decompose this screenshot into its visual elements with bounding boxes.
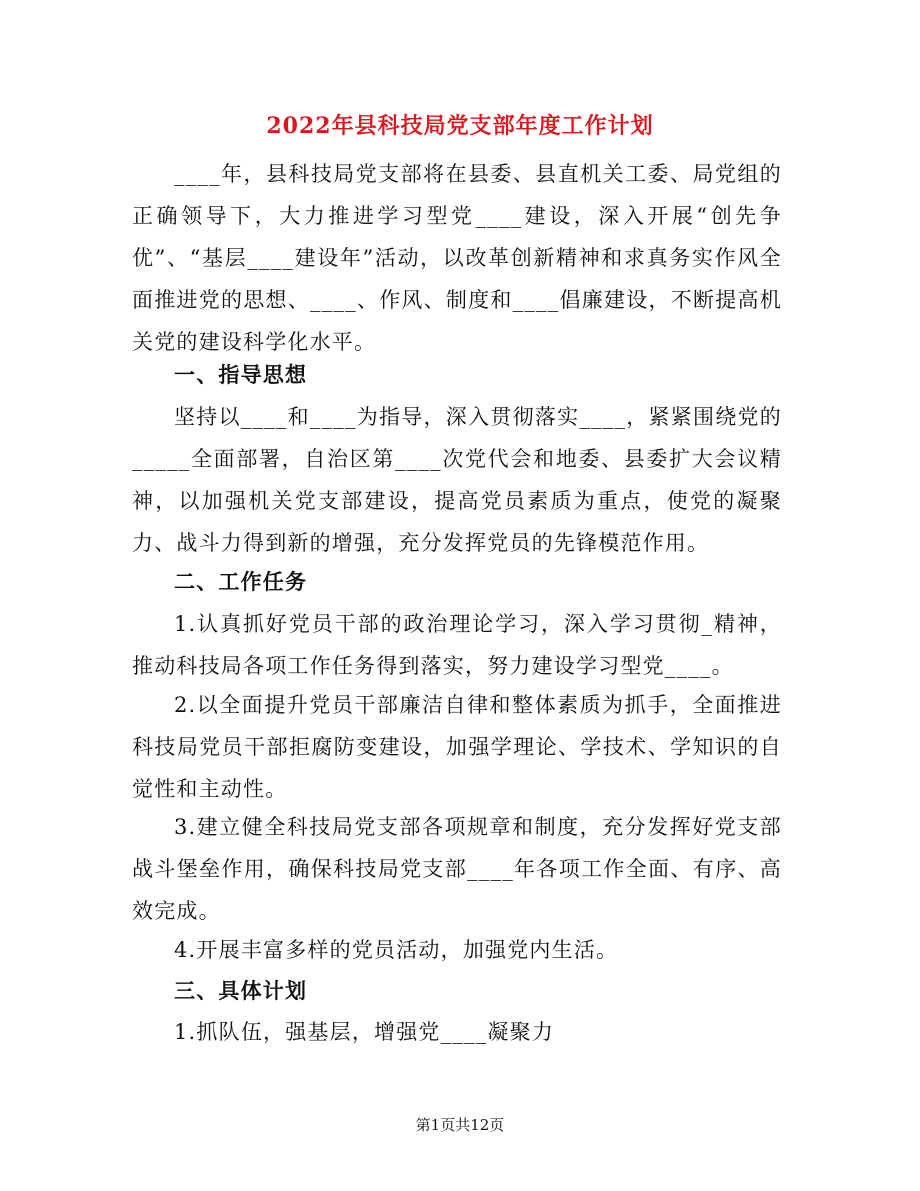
section-heading-specific-plan: 三、具体计划: [174, 978, 308, 1003]
page-number-footer: 第1页共12页: [415, 1116, 505, 1134]
section-heading-work-tasks: 二、工作任务: [174, 569, 308, 594]
section-heading-guiding-ideology: 一、指导思想: [174, 362, 308, 387]
work-task-item-3: 3.建立健全科技局党支部各项规章和制度，充分发挥好党支部战斗堡垒作用，确保科技局党支部____年各项工作全面、有序、高效完成。: [132, 815, 782, 923]
work-task-item-2: 2.以全面提升党员干部廉洁自律和整体素质为抓手，全面推进科技局党员干部拒腐防变建设，加强学理论、学技术、学知识的自觉性和主动性。: [132, 693, 782, 801]
document-title: 2022年县科技局党支部年度工作计划: [266, 113, 654, 139]
specific-plan-item-1: 1.抓队伍，强基层，增强党____凝聚力: [174, 1020, 555, 1044]
work-task-item-1: 1.认真抓好党员干部的政治理论学习，深入学习贯彻_精神，推动科技局各项工作任务得到落实，努力建设学习型党____。: [132, 612, 782, 678]
guiding-ideology-paragraph: 坚持以____和____为指导，深入贯彻落实____，紧紧围绕党的_____全面部署，自治区第____次党代会和地委、县委扩大会议精神，以加强机关党支部建设，提高党员素质为重点，使党的凝聚力、战斗力得到新的增强，充分发挥党员的先锋模范作用。: [132, 405, 782, 555]
work-task-item-4: 4.开展丰富多样的党员活动，加强党内生活。: [174, 938, 619, 962]
intro-paragraph: ____年，县科技局党支部将在县委、县直机关工委、局党组的正确领导下，大力推进学习型党____建设，深入开展“创先争优”、“基层____建设年”活动，以改革创新精神和求真务实作风全面推进党的思想、____、作风、制度和____倡廉建设，不断提高机关党的建设科学化水平。: [132, 162, 782, 354]
